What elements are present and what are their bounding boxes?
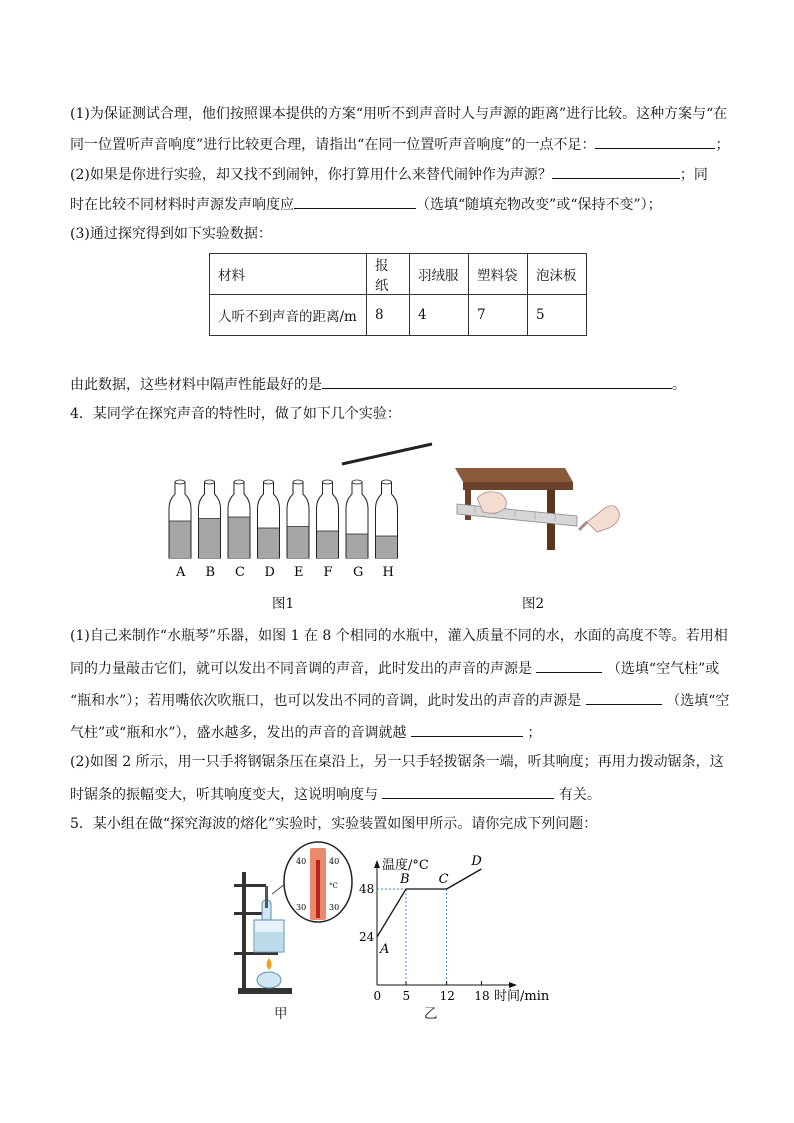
x-tick-label: 18 bbox=[474, 989, 490, 1003]
fig-jia-caption: 甲 bbox=[274, 1006, 288, 1022]
plucking-finger bbox=[579, 522, 587, 530]
y-tick-label: 48 bbox=[359, 882, 375, 896]
mercury-column bbox=[316, 860, 320, 918]
x-tick-label: 12 bbox=[439, 989, 455, 1003]
bottle-figure bbox=[160, 438, 440, 578]
point-label: B bbox=[400, 872, 410, 887]
bottle-mouth bbox=[205, 480, 215, 484]
bottle-label: G bbox=[353, 565, 364, 578]
bottle-mouth bbox=[293, 480, 303, 484]
q4-part1-line4: 气柱”或“瓶和水”），盛水越多，发出的声音的音调就越 ； bbox=[70, 722, 541, 743]
bottle-mouth bbox=[352, 480, 362, 484]
q4-stem: 4．某同学在探究声音的特性时，做了如下几个实验： bbox=[70, 406, 401, 422]
scale-label: 40 bbox=[296, 857, 307, 866]
flame bbox=[267, 958, 272, 970]
water bbox=[255, 932, 283, 951]
water-fill bbox=[347, 534, 368, 558]
table-top bbox=[455, 468, 573, 482]
clamp bbox=[234, 884, 266, 887]
apparatus-figure bbox=[232, 840, 354, 1000]
q4-part1-line3: “瓶和水”）；若用嘴依次吹瓶口，也可以发出不同的音调，此时发出的声音的声源是 （选填“空 bbox=[70, 690, 729, 711]
table-edge bbox=[463, 482, 573, 490]
fig2-caption: 图2 bbox=[522, 596, 545, 612]
water-fill bbox=[288, 527, 309, 559]
scale-label: 30 bbox=[296, 903, 307, 912]
answer-blank[interactable] bbox=[322, 374, 672, 389]
bottle-label: C bbox=[235, 565, 245, 578]
table-row bbox=[210, 295, 587, 336]
answer-blank[interactable] bbox=[411, 722, 523, 737]
q3-part2-line2: 时在比较不同材料时声源发声响度应 （选填“随填充物改变”或“保持不变”）； bbox=[70, 194, 662, 215]
fig-yi-caption: 乙 bbox=[424, 1006, 438, 1022]
scale-label: 40 bbox=[329, 857, 340, 866]
table-cell: 泡沫板 bbox=[528, 254, 587, 295]
bottle-label: E bbox=[294, 565, 304, 578]
q4-part2-line2: 时锯条的振幅变大，听其响度变大，这说明响度与 有关。 bbox=[70, 784, 601, 805]
q3-part2-line1: (2)如果是你进行实验，却又找不到闹钟，你打算用什么来替代闹钟作为声源？ ；同 bbox=[70, 164, 708, 185]
answer-blank[interactable] bbox=[536, 658, 602, 673]
alcohol-lamp bbox=[257, 972, 281, 988]
table-cell: 4 bbox=[410, 295, 469, 336]
unit-label: °C bbox=[329, 882, 338, 890]
stand-rod bbox=[242, 872, 246, 992]
answer-blank[interactable] bbox=[552, 164, 680, 179]
water-fill bbox=[229, 517, 250, 558]
bottle-label: D bbox=[264, 565, 275, 578]
y-axis-arrow bbox=[374, 860, 380, 868]
q3-part1-line2: 同一位置听声音响度”进行比较更合理，请指出“在同一位置听声音响度”的一点不足： ； bbox=[70, 134, 729, 155]
q4-part1-line1: (1)自己来制作“水瓶琴”乐器，如图 1 在 8 个相同的水瓶中，灌入质量不同的水，水面的高度不等。若用相 bbox=[70, 628, 728, 644]
bottle-label: F bbox=[323, 565, 333, 578]
table-cell: 羽绒服 bbox=[410, 254, 469, 295]
bottle-mouth bbox=[264, 480, 274, 484]
q3-conclusion-line: 由此数据，这些材料中隔声性能最好的是 。 bbox=[70, 374, 686, 395]
table-cell: 人听不到声音的距离/m bbox=[210, 295, 367, 336]
table-cell: 报纸 bbox=[367, 254, 410, 295]
q3-part3-line: (3)通过探究得到如下实验数据： bbox=[70, 226, 272, 242]
stick bbox=[342, 444, 432, 464]
fig1-caption: 图1 bbox=[272, 596, 295, 612]
bottle-label: H bbox=[382, 565, 394, 578]
table-row bbox=[210, 254, 587, 295]
scale-label: 30 bbox=[329, 903, 340, 912]
bottle-mouth bbox=[175, 480, 185, 484]
data-table bbox=[209, 253, 587, 336]
y-axis-label: 温度/°C bbox=[382, 858, 429, 873]
bottle-mouth bbox=[323, 480, 333, 484]
answer-blank[interactable] bbox=[595, 134, 715, 149]
table-cell: 材料 bbox=[210, 254, 367, 295]
melting-graph bbox=[352, 850, 562, 1010]
y-tick-label: 24 bbox=[359, 930, 375, 944]
bottle-mouth bbox=[234, 480, 244, 484]
answer-blank[interactable] bbox=[294, 194, 416, 209]
bottle-label: A bbox=[176, 565, 186, 578]
saw-table-figure bbox=[455, 468, 625, 554]
table-cell: 7 bbox=[469, 295, 528, 336]
point-label: C bbox=[438, 872, 449, 887]
x-tick-label: 5 bbox=[402, 989, 411, 1003]
table-cell: 5 bbox=[528, 295, 587, 336]
answer-blank[interactable] bbox=[382, 784, 554, 799]
x-axis-label: 时间/min bbox=[494, 989, 550, 1004]
water-fill bbox=[199, 519, 220, 559]
water-fill bbox=[376, 536, 397, 558]
q5-stem: 5．某小组在做“探究海波的熔化”实验时，实验装置如图甲所示。请你完成下列问题： bbox=[70, 816, 598, 832]
q4-part2-line1: (2)如图 2 所示，用一只手将钢锯条压在桌沿上，另一只手轻拨锯条一端，听其响度；再用力拨动锯条，这 bbox=[70, 754, 724, 770]
q4-part1-line2: 同的力量敲击它们，就可以发出不同音调的声音，此时发出的声音的声源是 （选填“空气柱”或 bbox=[70, 658, 719, 679]
bottle-label: B bbox=[205, 565, 216, 578]
table-cell: 8 bbox=[367, 295, 410, 336]
clamp bbox=[234, 912, 264, 915]
stand-base bbox=[238, 988, 292, 994]
x-tick-label: 0 bbox=[373, 989, 382, 1003]
water-fill bbox=[317, 531, 338, 558]
thermometer-stem bbox=[265, 886, 268, 908]
point-label: D bbox=[471, 854, 482, 869]
data-line-segment bbox=[377, 889, 406, 937]
answer-blank[interactable] bbox=[586, 690, 662, 705]
x-axis-arrow bbox=[509, 982, 517, 988]
table-cell: 塑料袋 bbox=[469, 254, 528, 295]
bottle-mouth bbox=[382, 480, 392, 484]
plucking-hand bbox=[587, 506, 619, 532]
q3-part1-line1: (1)为保证测试合理，他们按照课本提供的方案“用听不到声音时人与声源的距离”进行比较。这种方案与“在 bbox=[70, 106, 728, 122]
point-label: A bbox=[380, 942, 390, 957]
water-fill bbox=[258, 528, 279, 558]
water-fill bbox=[170, 521, 191, 558]
data-line-segment bbox=[447, 869, 482, 889]
